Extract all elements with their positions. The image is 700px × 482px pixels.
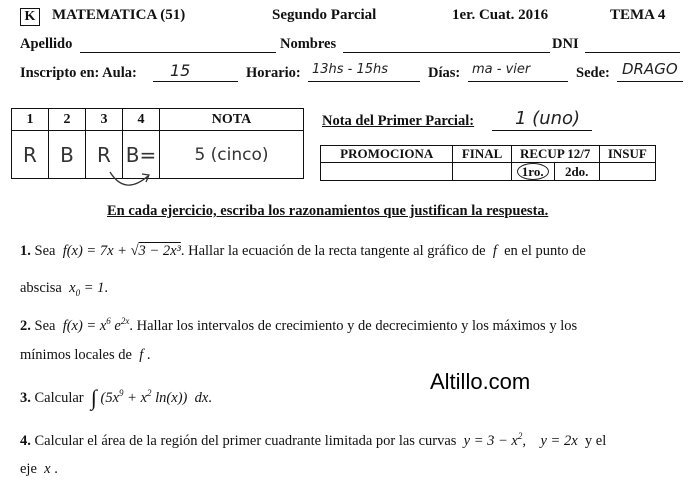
sede-label: Sede: [576, 65, 610, 81]
dni-line [585, 52, 680, 53]
question-1-f: f [489, 243, 501, 259]
grade-header-nota: NOTA [160, 109, 304, 131]
first-partial-value: 1 (uno) [515, 108, 581, 129]
question-1-abscisa: abscisa [20, 280, 62, 296]
question-4-number: 4. [20, 432, 31, 449]
question-2-minimos: mínimos locales de [20, 347, 132, 363]
question-4-pre: Calcular el área de la región del primer cuadrante limitada por las curvas [34, 432, 457, 449]
grade-header-4: 4 [123, 109, 160, 131]
dni-label: DNI [552, 36, 579, 52]
watermark-text: Altillo.com [430, 369, 531, 394]
first-partial-label: Nota del Primer Parcial: [322, 113, 475, 129]
question-1-post: . Hallar la ecuación de la recta tangente al gráfico de [180, 243, 486, 259]
question-1-formula: f(x) = 7x + √3 − 2x³ [59, 243, 181, 259]
aula-line [153, 81, 238, 82]
instruction-text: En cada ejercicio, escriba los razonamientos que justifican la respuesta. [107, 203, 549, 219]
question-1-x0: $x_0 = 1$ [65, 280, 105, 298]
question-2-number: 2. [20, 317, 31, 334]
subject-title: MATEMATICA (51) [52, 7, 186, 23]
question-3-pre: Calcular [34, 390, 84, 406]
status-header-final: FINAL [453, 146, 511, 163]
question-3-number: 3. [20, 390, 31, 406]
question-4-eje: eje [20, 461, 37, 477]
question-2 [20, 316, 577, 335]
exam-tema: TEMA 4 [610, 7, 666, 23]
question-1 [20, 243, 586, 260]
question-2-f: f [135, 347, 144, 363]
aula-value: 15 [170, 61, 191, 80]
grade-value-4: B= [123, 131, 160, 179]
status-header-promociona: PROMOCIONA [321, 146, 453, 163]
tema-letter-box: K [20, 8, 40, 26]
status-header-insuf: INSUF [599, 146, 655, 163]
status-header-recup: RECUP 12/7 [511, 146, 599, 163]
exam-name: Segundo Parcial [272, 7, 377, 23]
status-cell-recup-second: 2do. [554, 163, 599, 181]
question-3: 3. Calcular ∫ ($5x^9 + x^2$ ln(x)) dx. [20, 385, 212, 410]
question-1-pre: Sea [34, 243, 56, 259]
question-4-line2: eje x . [20, 461, 58, 477]
dias-line [468, 81, 568, 82]
question-2-post: . Hallar los intervalos de crecimiento y de decrecimiento y los máximos y los [129, 317, 578, 334]
horario-value: 13hs - 15hs [312, 62, 389, 77]
question-2-pre: Sea [34, 317, 56, 334]
inscripto-label: Inscripto en: Aula: [20, 65, 137, 81]
question-1-post2: en el punto de [504, 243, 586, 259]
nombres-line [343, 52, 550, 53]
status-cell-recup-first [511, 163, 554, 181]
question-4-x: x [40, 461, 51, 477]
sede-value: DRAGO [622, 60, 678, 78]
grade-value-3: R [86, 131, 123, 179]
grade-value-1: R [12, 131, 49, 179]
grade-value-2: B [49, 131, 86, 179]
status-cell-final [453, 163, 511, 181]
status-cell-insuf [599, 163, 655, 181]
question-4 [20, 431, 606, 450]
question-2-line2: mínimos locales de f . [20, 347, 151, 363]
question-1-line2: abscisa $x_0 = 1$. [20, 280, 108, 298]
exam-term: 1er. Cuat. 2016 [452, 7, 549, 23]
question-4-curves: $y = 3 - x^2$, y = 2x [460, 431, 578, 449]
nombres-label: Nombres [280, 36, 337, 52]
question-1-number: 1. [20, 243, 31, 259]
status-table [320, 145, 656, 181]
apellido-label: Apellido [20, 36, 73, 52]
dias-label: Días: [428, 65, 461, 81]
handwritten-arrow [100, 168, 160, 198]
first-partial-line [492, 130, 592, 131]
dias-value: ma - vier [472, 62, 531, 77]
grade-value-nota: 5 (cinco) [160, 131, 304, 179]
grade-header-1: 1 [12, 109, 49, 131]
horario-label: Horario: [246, 65, 301, 81]
horario-line [308, 81, 420, 82]
sede-line [617, 81, 683, 82]
recup-first-circled: 1ro. [517, 163, 549, 180]
question-3-integral: ∫ ($5x^9 + x^2$ ln(x)) dx [90, 385, 209, 410]
apellido-line [80, 52, 276, 53]
grade-header-3: 3 [86, 109, 123, 131]
question-4-mid: y el [584, 432, 607, 449]
status-cell-promociona [321, 163, 453, 181]
grade-header-2: 2 [49, 109, 86, 131]
question-2-formula: $f(x) = x^6$ $e^{2x}$ [59, 316, 130, 334]
